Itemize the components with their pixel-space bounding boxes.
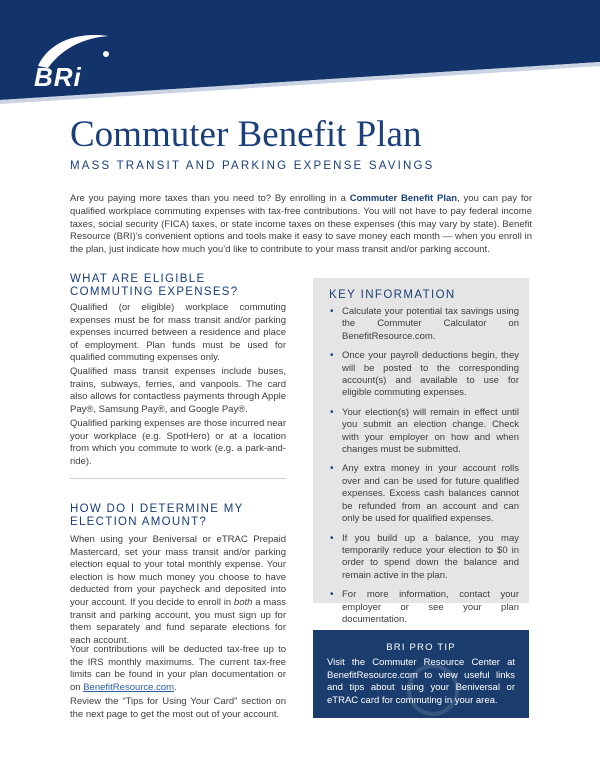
list-item: • Your election(s) will remain in effect until you submit an election change. Check with your employer on how and when changes must be submitted. [330,406,519,456]
list-item: • Calculate your potential tax savings using the Commuter Calculator on BenefitResource.com. [330,306,519,342]
key-information-box [313,278,529,625]
election-paragraph-2: Your contributions will be deducted tax-free up to the IRS monthly maximums. The current tax-free limits can be found in your plan documentation or on BenefitResource.com. [70,644,286,693]
pro-tip-heading: BRI PRO TIP [386,642,456,653]
section-divider [70,478,286,479]
election-heading: HOW DO I DETERMINE MY ELECTION AMOUNT? [70,503,244,528]
eligible-heading: WHAT ARE ELIGIBLE COMMUTING EXPENSES? [70,273,239,298]
intro-bold: Commuter Benefit Plan [349,193,458,204]
page-title: Commuter Benefit Plan [70,114,422,155]
key-information-list [327,306,519,633]
bri-logo: BRi [34,62,82,92]
election-paragraph-3: Review the “Tips for Using Your Card” section on the next page to get the most out of your account. [70,696,286,720]
intro-paragraph: Are you paying more taxes than you need to? By enrolling in a Commuter Benefit Plan, you can pay for qualified workplace commuting expenses with tax-free contributions. You will not have to pay federal income taxes, social security (FICA) taxes, or state income taxes on these expenses (this may vary by state). Benefit Resource (BRI)’s convenient options and tools make it easy to save money each month — when you enroll in the plan, just indicate how much you’d like to contribute to your mass transit and/or parking account. [70,193,532,256]
pro-tip-body: Visit the Commuter Resource Center at BenefitResource.com to view useful links and tips about using your Beniversal or eTRAC card for commuting in your area. [327,657,515,706]
benefitresource-link[interactable]: BenefitResource.com [83,681,175,693]
pro-tip-box [313,630,529,718]
eligible-paragraph-1: Qualified (or eligible) workplace commuting expenses must be for mass transit and/or parking expenses incurred between a residence and place of employment. Plan funds must be used for qualified commuting expenses only. [70,302,286,364]
eligible-paragraph-3: Qualified parking expenses are those incurred near your workplace (e.g. SpotHero) or at a location from which you commute to work (e.g. a park-and-ride). [70,418,286,467]
list-item: • Any extra money in your account rolls over and can be used for future qualified expenses. Excess cash balances cannot be refunded from an account and can only be used for qualified expenses. [330,463,519,525]
list-item: • If you build up a balance, you may temporarily reduce your election to $0 in order to spend down the balance and remain active in the plan. [330,532,519,581]
page-subtitle: MASS TRANSIT AND PARKING EXPENSE SAVINGS [70,160,435,172]
list-item: • For more information, contact your employer or see your plan documentation. [330,589,519,625]
list-item: • Once your payroll deductions begin, they will be posted to the corresponding account(s) and available to use for eligible commuting expenses. [330,350,519,399]
election-paragraph-1: When using your Beniversal or eTRAC Prepaid Mastercard, set your mass transit and/or parking election equal to your total monthly expense. Your election is how much money you choose to have deducted from your paycheck and deposited into your account. If you decide to enroll in both a mass transit and parking account, you must sign up for them separately and fund separate elections for each account. [70,534,286,646]
key-information-heading: KEY INFORMATION [329,289,456,301]
eligible-paragraph-2: Qualified mass transit expenses include buses, trains, subways, ferries, and vanpools. The card also allows for contactless payments through Apple Pay®, Samsung Pay®, and Google Pay®. [70,366,286,415]
